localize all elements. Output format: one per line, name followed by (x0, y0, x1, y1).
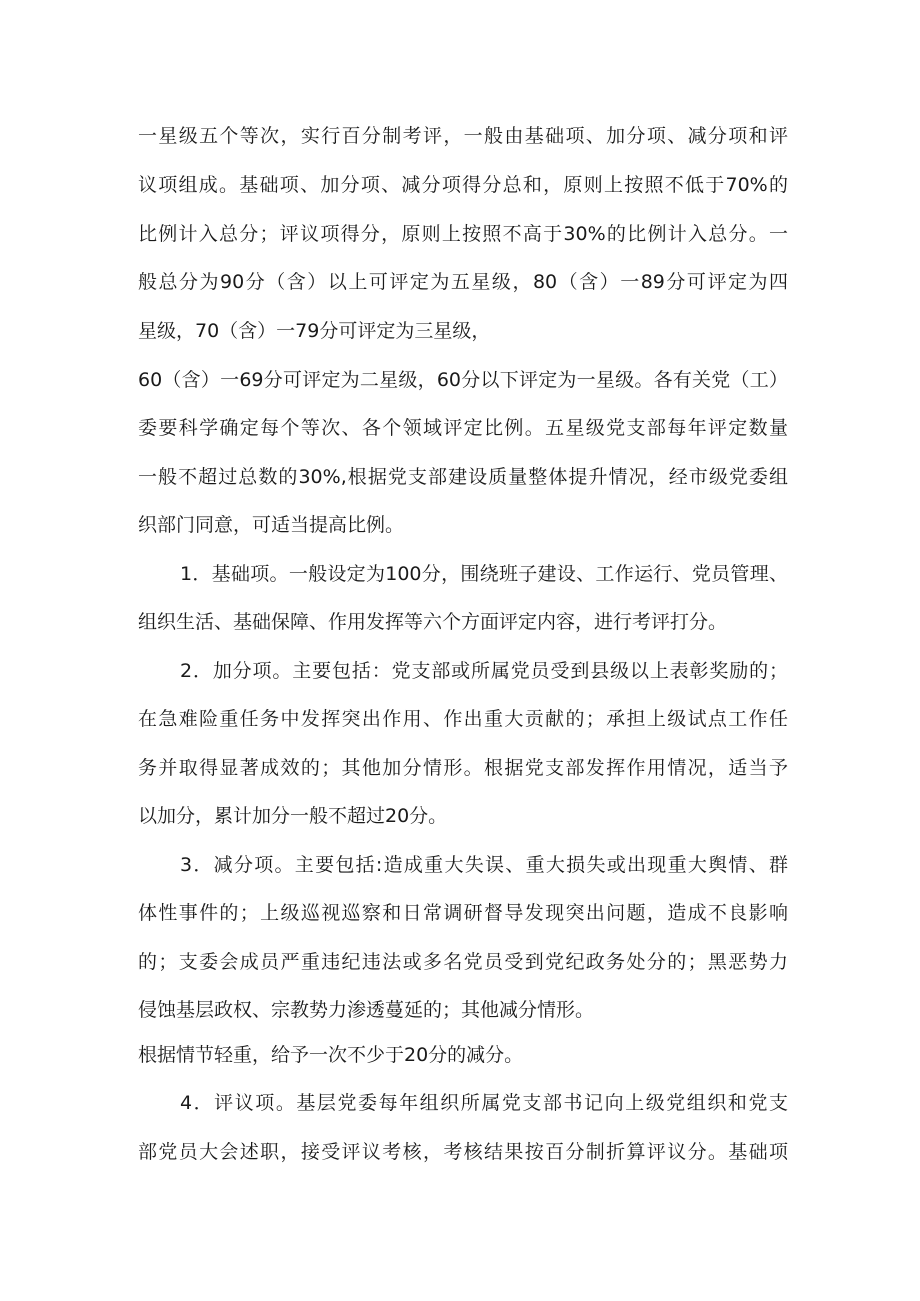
text-line: 3．减分项。主要包括:造成重大失误、重大损失或出现重大舆情、群 (180, 854, 788, 876)
text-line: 比例计入总分；评议项得分，原则上按照不高于30%的比例计入总分。一 (138, 223, 788, 245)
text-line: 务并取得显著成效的；其他加分情形。根据党支部发挥作用情况，适当予 (138, 757, 788, 779)
text-line: 60（含）一69分可评定为二星级，60分以下评定为一星级。各有关党（工） (138, 369, 788, 391)
text-line: 体性事件的；上级巡视巡察和日常调研督导发现突出问题，造成不良影响 (138, 902, 788, 924)
text-line: 议项组成。基础项、加分项、减分项得分总和，原则上按照不低于70%的 (138, 174, 788, 196)
text-line: 组织生活、基础保障、作用发挥等六个方面评定内容，进行考评打分。 (138, 611, 728, 633)
text-line: 部党员大会述职，接受评议考核，考核结果按百分制折算评议分。基础项 (138, 1141, 788, 1163)
text-line: 侵蚀基层政权、宗教势力渗透蔓延的；其他减分情形。 (138, 999, 595, 1021)
text-line: 1．基础项。一般设定为100分，围绕班子建设、工作运行、党员管理、 (180, 563, 788, 585)
text-line: 一般不超过总数的30%,根据党支部建设质量整体提升情况，经市级党委组 (138, 466, 788, 488)
text-line: 星级，70（含）一79分可评定为三星级， (138, 320, 491, 342)
text-line: 般总分为90分（含）以上可评定为五星级，80（含）一89分可评定为四 (138, 271, 788, 293)
text-line: 根据情节轻重，给予一次不少于20分的减分。 (138, 1044, 524, 1066)
text-line: 委要科学确定每个等次、各个领域评定比例。五星级党支部每年评定数量 (138, 417, 788, 439)
text-line: 4．评议项。基层党委每年组织所属党支部书记向上级党组织和党支 (180, 1092, 788, 1114)
text-line: 织部门同意，可适当提高比例。 (138, 514, 405, 536)
text-line: 2．加分项。主要包括：党支部或所属党员受到县级以上表彰奖励的； (180, 660, 788, 682)
text-line: 一星级五个等次，实行百分制考评，一般由基础项、加分项、减分项和评 (138, 125, 788, 147)
text-line: 以加分，累计加分一般不超过20分。 (138, 805, 448, 827)
text-line: 的；支委会成员严重违纪违法或多名党员受到党纪政务处分的；黑恶势力 (138, 951, 788, 973)
text-line: 在急难险重任务中发挥突出作用、作出重大贡献的；承担上级试点工作任 (138, 708, 788, 730)
